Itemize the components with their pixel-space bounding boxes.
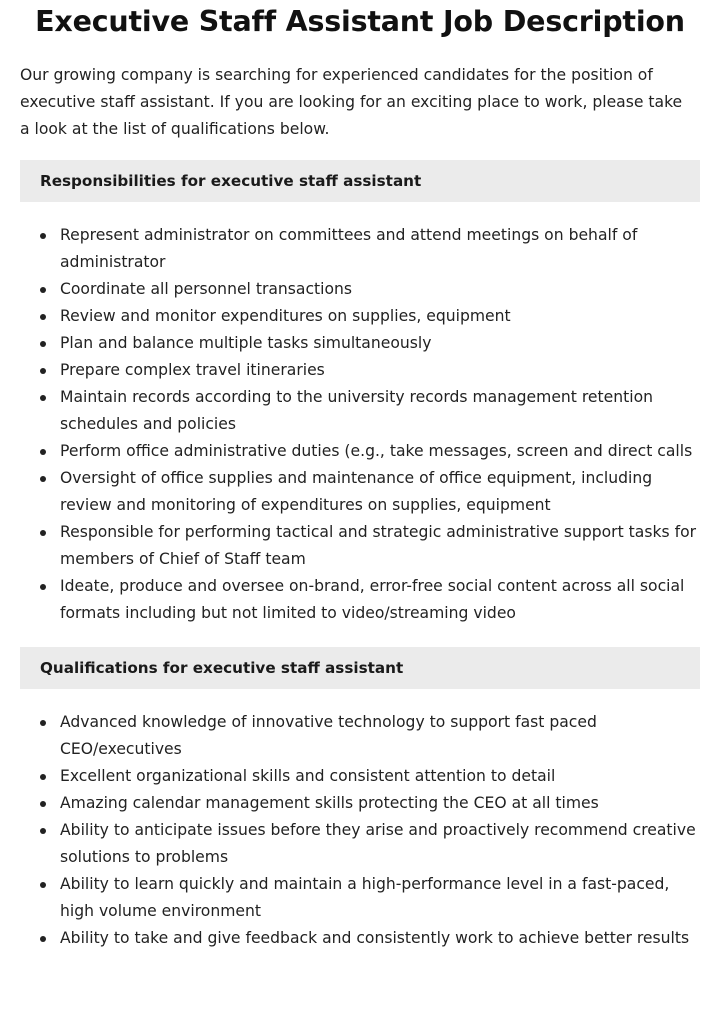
list-item: Ability to anticipate issues before they arise and proactively recommend creative solutions to problems — [20, 817, 700, 871]
list-item: Maintain records according to the university records management retention schedules and policies — [20, 384, 700, 438]
list-item: Amazing calendar management skills protecting the CEO at all times — [20, 790, 700, 817]
list-item: Ideate, produce and oversee on-brand, error-free social content across all social formats including but not limited to video/streaming video — [20, 573, 700, 627]
list-item: Responsible for performing tactical and strategic administrative support tasks for members of Chief of Staff team — [20, 519, 700, 573]
list-item: Coordinate all personnel transactions — [20, 276, 700, 303]
list-item: Excellent organizational skills and consistent attention to detail — [20, 763, 700, 790]
list-item: Advanced knowledge of innovative technology to support fast paced CEO/executives — [20, 709, 700, 763]
list-item: Perform office administrative duties (e.g., take messages, screen and direct calls — [20, 438, 700, 465]
responsibilities-list — [20, 222, 700, 627]
list-item: Prepare complex travel itineraries — [20, 357, 700, 384]
responsibilities-heading: Responsibilities for executive staff assistant — [20, 160, 700, 202]
qualifications-list — [20, 709, 700, 952]
list-item: Plan and balance multiple tasks simultaneously — [20, 330, 700, 357]
list-item: Review and monitor expenditures on supplies, equipment — [20, 303, 700, 330]
list-item: Oversight of office supplies and maintenance of office equipment, including review and monitoring of expenditures on supplies, equipment — [20, 465, 700, 519]
qualifications-heading: Qualifications for executive staff assistant — [20, 647, 700, 689]
intro-paragraph: Our growing company is searching for experienced candidates for the position of executive staff assistant. If you are looking for an exciting place to work, please take a look at the list of qualifications below. — [20, 66, 683, 138]
list-item: Represent administrator on committees and attend meetings on behalf of administrator — [20, 222, 700, 276]
page-title: Executive Staff Assistant Job Description — [35, 5, 685, 38]
list-item: Ability to take and give feedback and consistently work to achieve better results — [20, 925, 700, 952]
list-item: Ability to learn quickly and maintain a high-performance level in a fast-paced, high volume environment — [20, 871, 700, 925]
